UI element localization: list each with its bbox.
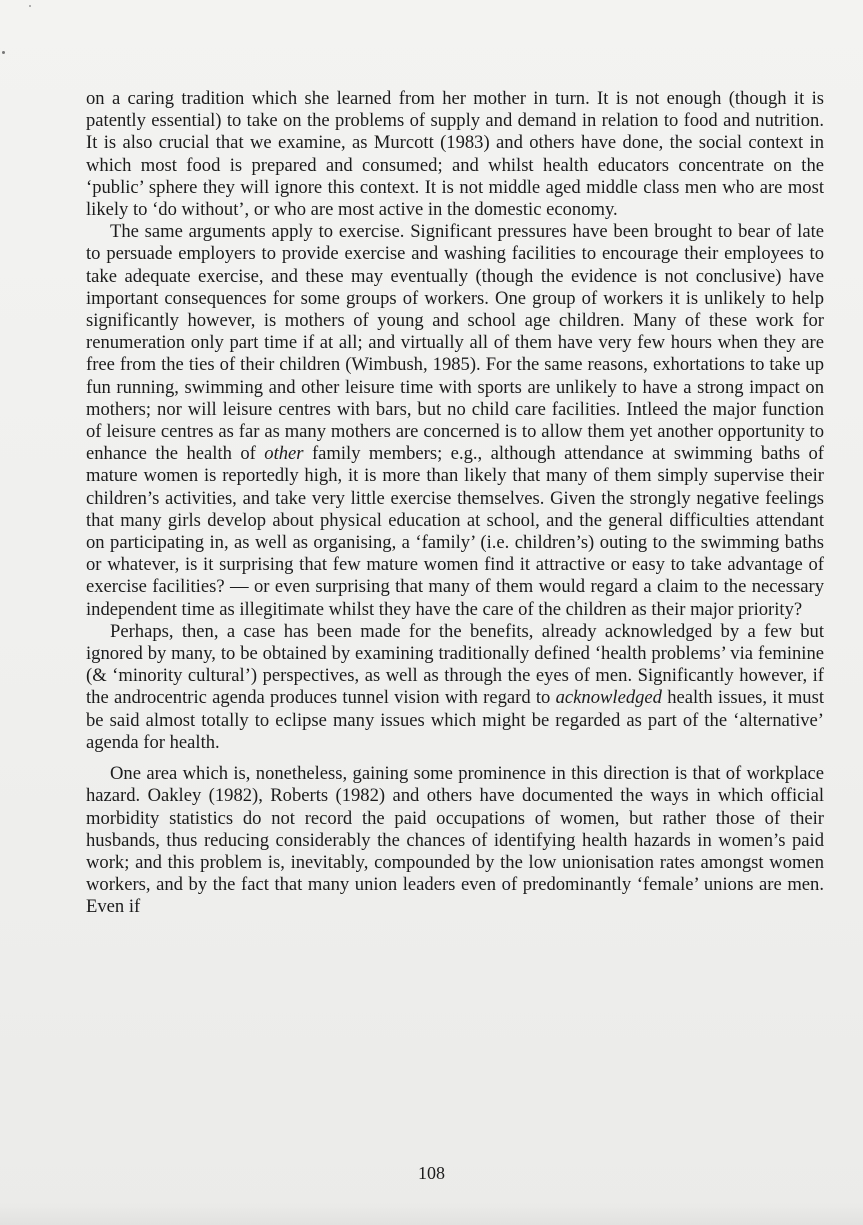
- paragraph-4: [86, 763, 824, 918]
- paragraph-2-text-b: family members; e.g., although attendance at swimming baths of mature women is reportedly high, it is more than likely that many of them simply supervise their children’s activities, and take very little exercise themselves. Given the strongly negative feelings that many girls develop about physical education at school, and the general difficulties attendant on participating in, as well as organising, a ‘family’ (i.e. children’s) outing to the swimming baths or whatever, is it surprising that few mature women find it attractive or easy to take advantage of exercise facilities? — or even surprising that many of them would regard a claim to the necessary independent time as illegitimate whilst they have the care of the children as their major priority?: [86, 443, 824, 620]
- scan-speck: [2, 51, 5, 54]
- emphasis-other: other: [264, 443, 304, 465]
- paragraph-2: [86, 221, 824, 621]
- paragraph-3: [86, 621, 824, 754]
- paragraph-3-text-b: health issues, it must be said almost totally to eclipse many issues which might be regarded as part of the ‘alternative’ agenda for health.: [86, 687, 824, 753]
- paragraph-3-text-a: Perhaps, then, a case has been made for the benefits, already acknowledged by a few but ignored by many, to be obtained by examining traditionally defined ‘health problems’ via feminine (& ‘minority cultural’) perspectives, as well as through the eyes of men. Significantly however, if the androcentric agenda produces tunnel vision with regard to: [86, 620, 824, 709]
- page-number: 108: [418, 1163, 445, 1183]
- paragraph-1-text: on a caring tradition which she learned from her mother in turn. It is not enough (though it is patently essential) to take on the problems of supply and demand in relation to food and nutrition. It is also crucial that we examine, as Murcott (1983) and others have done, the social context in which most food is prepared and consumed; and whilst health educators concentrate on the ‘public’ sphere they will ignore this context. It is not middle aged middle class men who are most likely to ‘do without’, or who are most active in the domestic economy.: [86, 88, 824, 221]
- paragraph-1: [86, 88, 824, 221]
- paragraph-2-text-a: The same arguments apply to exercise. Significant pressures have been brought to bear of late to persuade employers to provide exercise and washing facilities to encourage their employees to take adequate exercise, and these may eventually (though the evidence is not conclusive) have important consequences for some groups of workers. One group of workers it is unlikely to help significantly however, is mothers of young and school age children. Many of these work for renumeration only part time if at all; and virtually all of them have very few hours when they are free from the ties of their children (Wimbush, 1985). For the same reasons, exhortations to take up fun running, swimming and other leisure time with sports are unlikely to have a strong impact on mothers; nor will leisure centres with bars, but no child care facilities. Intleed the major function of leisure centres as far as many mothers are concerned is to allow them yet another opportunity to enhance the health of: [86, 221, 824, 465]
- paragraph-4-text: One area which is, nonetheless, gaining some prominence in this direction is that of workplace hazard. Oakley (1982), Roberts (1982) and others have documented the ways in which official morbidity statistics do not record the paid occupations of women, but rather those of their husbands, thus reducing considerably the chances of identifying health hazards in women’s paid work; and this problem is, inevitably, compounded by the low unionisation rates amongst women workers, and by the fact that many union leaders even of predominantly ‘female’ unions are men. Even if: [86, 763, 824, 918]
- emphasis-acknowledged: acknowledged: [555, 687, 662, 709]
- scan-speck: [29, 5, 31, 7]
- body-text: [86, 88, 824, 919]
- page-bottom-shadow: [0, 1203, 863, 1225]
